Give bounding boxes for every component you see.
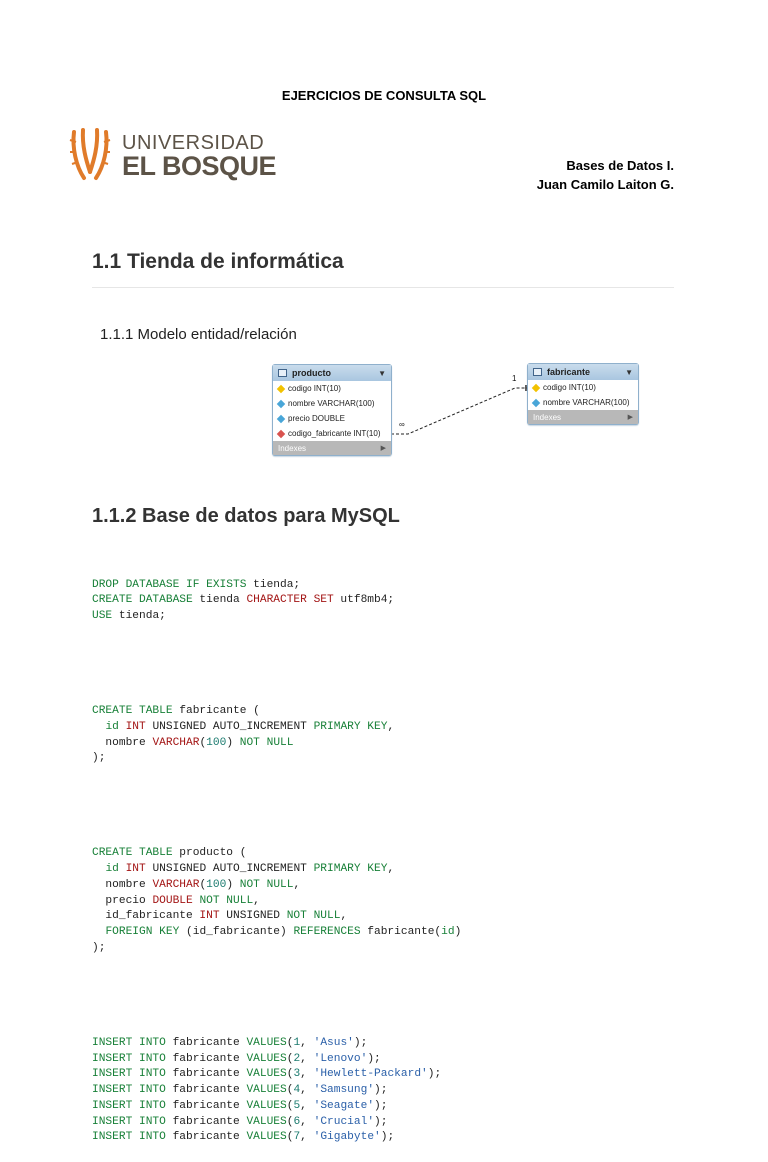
code-line bbox=[92, 1083, 461, 1099]
code-line bbox=[92, 751, 461, 767]
code-token: , bbox=[300, 1036, 314, 1049]
code-token: (id_fabricante) bbox=[179, 926, 294, 939]
code-token: VALUES bbox=[246, 1131, 287, 1144]
code-line bbox=[92, 894, 461, 910]
er-column: nombre VARCHAR(100) bbox=[273, 396, 391, 411]
logo-text-el-bosque: EL BOSQUE bbox=[122, 151, 277, 181]
foreign-key-icon bbox=[277, 429, 285, 437]
code-token: ( bbox=[286, 1052, 294, 1065]
code-token: tienda bbox=[192, 594, 247, 607]
code-token: REFERENCES bbox=[293, 926, 361, 939]
code-line bbox=[92, 1067, 461, 1083]
er-table-name: fabricante bbox=[547, 367, 591, 377]
el-bosque-emblem-icon bbox=[68, 126, 112, 184]
table-icon bbox=[278, 369, 287, 377]
code-token: 'Seagate' bbox=[313, 1099, 375, 1112]
code-line bbox=[92, 862, 461, 878]
er-column: codigo INT(10) bbox=[528, 380, 638, 395]
code-token: fabricante bbox=[165, 1068, 247, 1081]
code-token: , bbox=[293, 878, 301, 891]
code-token: ) bbox=[226, 736, 240, 749]
code-token: ( bbox=[286, 1084, 294, 1097]
code-token: ( bbox=[286, 1068, 294, 1081]
code-token: VALUES bbox=[246, 1052, 287, 1065]
code-token: CHARACTER SET bbox=[246, 594, 334, 607]
code-token: INSERT INTO bbox=[92, 1068, 166, 1081]
code-token: NOT NULL bbox=[199, 894, 254, 907]
code-token: UNSIGNED AUTO_INCREMENT bbox=[145, 862, 314, 875]
code-token: INT bbox=[125, 720, 146, 733]
code-token: 2 bbox=[293, 1052, 301, 1065]
code-token: 7 bbox=[293, 1131, 301, 1144]
code-token bbox=[119, 863, 126, 875]
cardinality-one: 1 bbox=[512, 374, 517, 383]
code-token: INSERT INTO bbox=[92, 1115, 166, 1128]
code-token: id bbox=[105, 720, 119, 733]
code-token: fabricante bbox=[165, 1099, 247, 1112]
er-column: nombre VARCHAR(100) bbox=[528, 395, 638, 410]
er-column: codigo INT(10) bbox=[273, 381, 391, 396]
code-line bbox=[92, 720, 461, 736]
code-token: fabricante ( bbox=[172, 704, 260, 717]
cardinality-many: ∞ bbox=[399, 420, 405, 429]
university-logo bbox=[68, 126, 278, 186]
code-token: VALUES bbox=[246, 1068, 287, 1081]
er-indexes-bar: Indexes ▶ bbox=[273, 441, 391, 455]
code-token: fabricante bbox=[165, 1115, 247, 1128]
heading-divider bbox=[92, 287, 674, 288]
code-token: ); bbox=[367, 1052, 381, 1065]
code-token: USE bbox=[92, 610, 113, 623]
er-table-producto bbox=[272, 364, 392, 456]
code-token bbox=[92, 926, 105, 938]
code-token: INSERT INTO bbox=[92, 1052, 166, 1065]
er-column: precio DOUBLE bbox=[273, 411, 391, 426]
code-token: ); bbox=[353, 1036, 368, 1049]
code-token: 100 bbox=[206, 878, 227, 891]
code-line bbox=[92, 1115, 461, 1131]
sql-code-block bbox=[92, 546, 461, 1162]
code-token: 'Crucial' bbox=[313, 1115, 375, 1128]
code-token: 'Gigabyte' bbox=[313, 1131, 381, 1144]
code-token: VALUES bbox=[246, 1099, 287, 1112]
code-block-create-database bbox=[92, 578, 461, 625]
code-token: , bbox=[300, 1068, 314, 1081]
er-column: codigo_fabricante INT(10) bbox=[273, 426, 391, 441]
code-block-insert-fabricante bbox=[92, 1036, 461, 1147]
code-token: INSERT INTO bbox=[92, 1131, 166, 1144]
code-token: , bbox=[387, 862, 395, 875]
code-token: PRIMARY KEY bbox=[313, 720, 388, 733]
code-token: VALUES bbox=[246, 1084, 287, 1097]
code-line bbox=[92, 1099, 461, 1115]
code-token: PRIMARY KEY bbox=[313, 862, 388, 875]
code-line bbox=[92, 909, 461, 925]
code-token: CREATE DATABASE bbox=[92, 594, 193, 607]
er-diagram bbox=[260, 360, 660, 470]
code-token bbox=[92, 863, 105, 875]
section-heading: 1.1 Tienda de informática bbox=[92, 250, 344, 273]
code-line bbox=[92, 1052, 461, 1068]
code-token: fabricante bbox=[165, 1131, 247, 1144]
code-token: , bbox=[300, 1099, 314, 1112]
code-line bbox=[92, 736, 461, 752]
collapse-caret-icon: ▼ bbox=[378, 368, 386, 378]
column-icon bbox=[277, 414, 285, 422]
code-line bbox=[92, 1130, 461, 1146]
code-token: , bbox=[300, 1131, 314, 1144]
code-token: ); bbox=[92, 752, 106, 765]
code-token: 1 bbox=[293, 1036, 301, 1049]
course-name: Bases de Datos I. bbox=[566, 158, 674, 173]
code-token: id_fabricante bbox=[92, 910, 200, 923]
code-token: , bbox=[340, 910, 348, 923]
code-line bbox=[92, 846, 461, 862]
code-token: FOREIGN KEY bbox=[105, 926, 180, 939]
code-token: VALUES bbox=[246, 1036, 287, 1049]
code-token: CREATE TABLE bbox=[92, 704, 173, 717]
code-token: fabricante( bbox=[360, 926, 442, 939]
code-token: ( bbox=[286, 1099, 294, 1112]
code-line bbox=[92, 578, 461, 594]
code-token: ( bbox=[286, 1036, 294, 1049]
code-token: 100 bbox=[206, 736, 227, 749]
code-token: ); bbox=[92, 941, 106, 954]
code-token: 5 bbox=[293, 1099, 301, 1112]
code-token: ); bbox=[374, 1084, 388, 1097]
code-token: , bbox=[300, 1084, 314, 1097]
code-token: 'Asus' bbox=[313, 1036, 354, 1049]
er-table-name: producto bbox=[292, 368, 331, 378]
code-token: tienda; bbox=[246, 578, 301, 591]
code-token: , bbox=[253, 894, 260, 907]
code-token: NOT NULL bbox=[286, 910, 341, 923]
code-token: 'Hewlett-Packard' bbox=[313, 1068, 428, 1081]
primary-key-icon bbox=[277, 384, 285, 392]
expand-arrow-icon: ▶ bbox=[627, 414, 633, 421]
column-icon bbox=[532, 398, 540, 406]
code-token: fabricante bbox=[165, 1036, 247, 1049]
code-line bbox=[92, 941, 461, 957]
code-token: UNSIGNED bbox=[219, 910, 287, 923]
subsection-heading-er-model: 1.1.1 Modelo entidad/relación bbox=[100, 326, 297, 343]
code-token: VARCHAR bbox=[152, 878, 200, 891]
collapse-caret-icon: ▼ bbox=[625, 367, 633, 377]
code-token: ( bbox=[199, 736, 207, 749]
code-token: 4 bbox=[293, 1084, 301, 1097]
code-line bbox=[92, 1036, 461, 1052]
code-line bbox=[92, 609, 461, 625]
code-token: ( bbox=[199, 878, 207, 891]
code-token: 3 bbox=[293, 1068, 301, 1081]
er-table-fabricante bbox=[527, 363, 639, 425]
code-token: ); bbox=[374, 1099, 388, 1112]
column-icon bbox=[277, 399, 285, 407]
code-block-create-fabricante bbox=[92, 704, 461, 767]
code-line bbox=[92, 593, 461, 609]
code-token: ( bbox=[286, 1115, 294, 1128]
code-token: , bbox=[300, 1052, 314, 1065]
code-token: 'Lenovo' bbox=[313, 1052, 368, 1065]
code-token: DOUBLE bbox=[152, 894, 193, 907]
code-token: VARCHAR bbox=[152, 736, 200, 749]
code-token: ) bbox=[454, 926, 462, 939]
code-token: , bbox=[387, 720, 395, 733]
logo-text-universidad: UNIVERSIDAD bbox=[122, 132, 265, 154]
code-token: fabricante bbox=[165, 1052, 247, 1065]
code-token: producto ( bbox=[172, 847, 247, 860]
code-line bbox=[92, 878, 461, 894]
code-token bbox=[119, 721, 126, 733]
code-token: INSERT INTO bbox=[92, 1036, 166, 1049]
code-token: nombre bbox=[92, 878, 153, 891]
code-token: NOT NULL bbox=[239, 878, 294, 891]
code-token: DROP DATABASE IF EXISTS bbox=[92, 578, 247, 591]
code-token: INSERT INTO bbox=[92, 1099, 166, 1112]
code-token: id bbox=[441, 926, 455, 939]
code-token: INSERT INTO bbox=[92, 1084, 166, 1097]
code-token: nombre bbox=[92, 736, 153, 749]
table-icon bbox=[533, 368, 542, 376]
code-token: precio bbox=[92, 894, 153, 907]
code-token: 'Samsung' bbox=[313, 1084, 375, 1097]
primary-key-icon bbox=[532, 383, 540, 391]
code-token: ( bbox=[286, 1131, 294, 1144]
code-token: UNSIGNED AUTO_INCREMENT bbox=[145, 720, 314, 733]
document-title: EJERCICIOS DE CONSULTA SQL bbox=[281, 88, 487, 103]
code-token: utf8mb4; bbox=[333, 594, 395, 607]
code-token: VALUES bbox=[246, 1115, 287, 1128]
author-name: Juan Camilo Laiton G. bbox=[536, 177, 674, 192]
subsection-heading-mysql: 1.1.2 Base de datos para MySQL bbox=[92, 505, 400, 527]
expand-arrow-icon: ▶ bbox=[380, 445, 386, 452]
code-token bbox=[92, 721, 105, 733]
code-token: fabricante bbox=[165, 1084, 247, 1097]
er-indexes-bar: Indexes ▶ bbox=[528, 410, 638, 424]
code-token: id bbox=[105, 862, 119, 875]
code-token: NOT NULL bbox=[239, 736, 294, 749]
code-token: , bbox=[300, 1115, 314, 1128]
code-line bbox=[92, 704, 461, 720]
code-token: ); bbox=[374, 1115, 388, 1128]
code-token: ); bbox=[380, 1131, 395, 1144]
code-token: 6 bbox=[293, 1115, 301, 1128]
code-line bbox=[92, 925, 461, 941]
code-token: INT bbox=[125, 862, 146, 875]
code-block-create-producto bbox=[92, 846, 461, 957]
code-token: ) bbox=[226, 878, 240, 891]
code-token: INT bbox=[199, 910, 220, 923]
code-token: tienda; bbox=[112, 610, 166, 623]
code-token: CREATE TABLE bbox=[92, 847, 173, 860]
code-token: ); bbox=[427, 1068, 442, 1081]
